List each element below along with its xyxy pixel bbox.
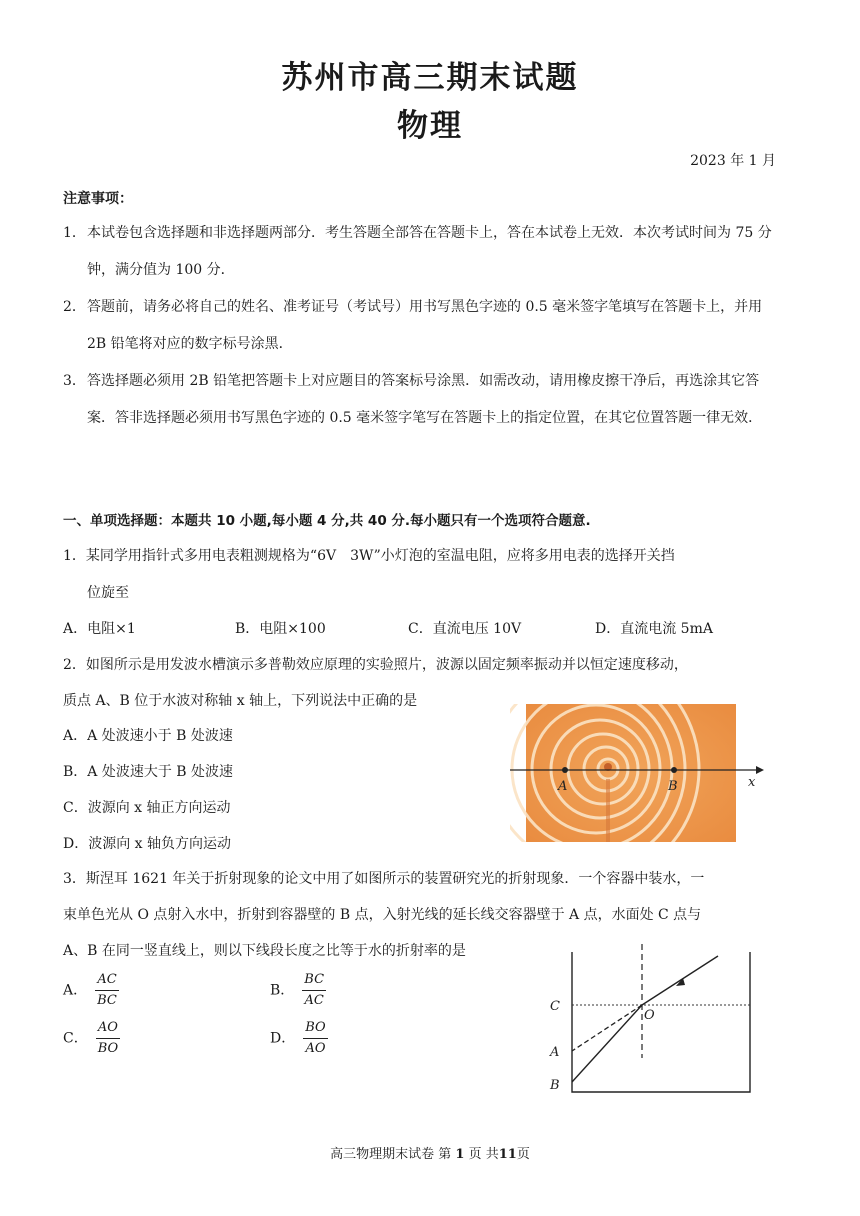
label-a: A bbox=[550, 1045, 560, 1060]
q1-option-b: B．电阻×100 bbox=[235, 621, 326, 637]
x-axis-arrow-icon bbox=[756, 766, 764, 774]
footer-total-pages: 11 bbox=[498, 1147, 517, 1162]
fraction-numerator: AO bbox=[96, 1020, 120, 1039]
option-letter: C． bbox=[63, 1030, 88, 1047]
option-letter: B． bbox=[270, 982, 295, 999]
footer-prefix: 高三物理期末试卷 第 bbox=[330, 1147, 456, 1162]
notice-item-1 bbox=[63, 215, 781, 289]
notice-item-text: 本试卷包含选择题和非选择题两部分．考生答题全部答在答题卡上，答在本试卷上无效．本次考试时间为 75 分钟，满分值为 100 分． bbox=[87, 225, 772, 278]
label-c: C bbox=[550, 999, 560, 1014]
q2-option-d: D．波源向 x 轴负方向运动 bbox=[63, 836, 232, 852]
footer-suffix: 页 bbox=[516, 1147, 530, 1162]
notice-item-2 bbox=[63, 289, 781, 363]
label-o: O bbox=[644, 1008, 655, 1023]
label-b: B bbox=[668, 779, 678, 794]
label-a: A bbox=[558, 779, 568, 794]
footer-middle: 页 共 bbox=[464, 1147, 499, 1162]
footer-page-number: 1 bbox=[455, 1147, 465, 1162]
notice-item-3 bbox=[63, 363, 781, 437]
q3-option-a bbox=[63, 972, 119, 1009]
exam-subject: 物理 bbox=[397, 108, 463, 144]
q1-line-1: 1．某同学用指针式多用电表粗测规格为“6V 3W”小灯泡的室温电阻，应将多用电表的选择开关挡 bbox=[63, 548, 675, 564]
q1-line-2: 位旋至 bbox=[87, 585, 129, 601]
q3-option-c bbox=[63, 1020, 120, 1057]
q3-line-3: A、B 在同一竖直线上，则以下线段长度之比等于水的折射率的是 bbox=[63, 943, 466, 959]
notice-item-number: 1． bbox=[63, 225, 86, 241]
fraction-numerator: BO bbox=[303, 1020, 327, 1039]
q2-option-c: C．波源向 x 轴正方向运动 bbox=[63, 800, 231, 816]
section-heading: 一、单项选择题：本题共 10 小题,每小题 4 分,共 40 分.每小题只有一个选项符合题意. bbox=[63, 513, 591, 529]
fraction-denominator: BC bbox=[97, 993, 117, 1008]
fraction bbox=[95, 972, 119, 1009]
q3-line-2: 束单色光从 O 点射入水中，折射到容器壁的 B 点，入射光线的延长线交容器壁于 A 点，水面处 C 点与 bbox=[63, 907, 702, 923]
q2-line-1: 2．如图所示是用发波水槽演示多普勒效应原理的实验照片，波源以固定频率振动并以恒定速度移动， bbox=[63, 657, 688, 673]
notice-item-number: 2． bbox=[63, 299, 86, 315]
ripple-tank-photo bbox=[510, 704, 764, 842]
fraction-denominator: BO bbox=[97, 1041, 119, 1056]
refracted-ray bbox=[572, 1005, 642, 1082]
fraction bbox=[302, 972, 326, 1009]
fraction bbox=[303, 1020, 327, 1057]
q1-option-d: D．直流电流 5mA bbox=[595, 621, 713, 637]
label-x: x bbox=[748, 775, 756, 790]
container-walls bbox=[572, 952, 750, 1092]
q3-option-b bbox=[270, 972, 326, 1009]
option-letter: D． bbox=[270, 1030, 296, 1047]
fraction-denominator: AC bbox=[304, 993, 324, 1008]
exam-date: 2023 年 1 月 bbox=[690, 153, 776, 169]
fraction bbox=[96, 1020, 120, 1057]
notice-item-text: 答题前，请务必将自己的姓名、准考证号（考试号）用书写黑色字迹的 0.5 毫米签字笔填写在答题卡上，并用 2B 铅笔将对应的数字标号涂黑． bbox=[87, 299, 763, 352]
notice-heading: 注意事项： bbox=[63, 191, 133, 207]
point-a bbox=[562, 767, 568, 773]
q3-line-1: 3．斯涅耳 1621 年关于折射现象的论文中用了如图所示的装置研究光的折射现象．一个容器中装水，一 bbox=[63, 871, 705, 887]
point-b bbox=[671, 767, 677, 773]
exam-title: 苏州市高三期末试题 bbox=[281, 60, 579, 96]
q3-option-d bbox=[270, 1020, 328, 1057]
q1-option-a: A．电阻×1 bbox=[63, 621, 136, 637]
fraction-denominator: AO bbox=[305, 1041, 326, 1056]
page-footer bbox=[0, 1143, 860, 1162]
fraction-numerator: AC bbox=[95, 972, 119, 991]
q2-option-b: B．A 处波速大于 B 处波速 bbox=[63, 764, 234, 780]
q2-option-a: A．A 处波速小于 B 处波速 bbox=[63, 728, 233, 744]
refraction-diagram bbox=[540, 940, 760, 1100]
notice-item-text: 答选择题必须用 2B 铅笔把答题卡上对应题目的答案标号涂黑．如需改动，请用橡皮擦干净后，再选涂其它答案．答非选择题必须用书写黑色字迹的 0.5 毫米签字笔写在答题卡上的指定位置，在其它位置答题一律无效． bbox=[87, 373, 763, 426]
option-letter: A． bbox=[63, 982, 88, 999]
incident-ray bbox=[642, 956, 718, 1005]
fraction-numerator: BC bbox=[302, 972, 326, 991]
q1-option-c: C．直流电压 10V bbox=[408, 621, 522, 637]
label-b: B bbox=[550, 1078, 560, 1093]
source-rod bbox=[606, 779, 610, 842]
notice-item-number: 3． bbox=[63, 373, 86, 389]
q2-line-2: 质点 A、B 位于水波对称轴 x 轴上，下列说法中正确的是 bbox=[63, 693, 418, 709]
